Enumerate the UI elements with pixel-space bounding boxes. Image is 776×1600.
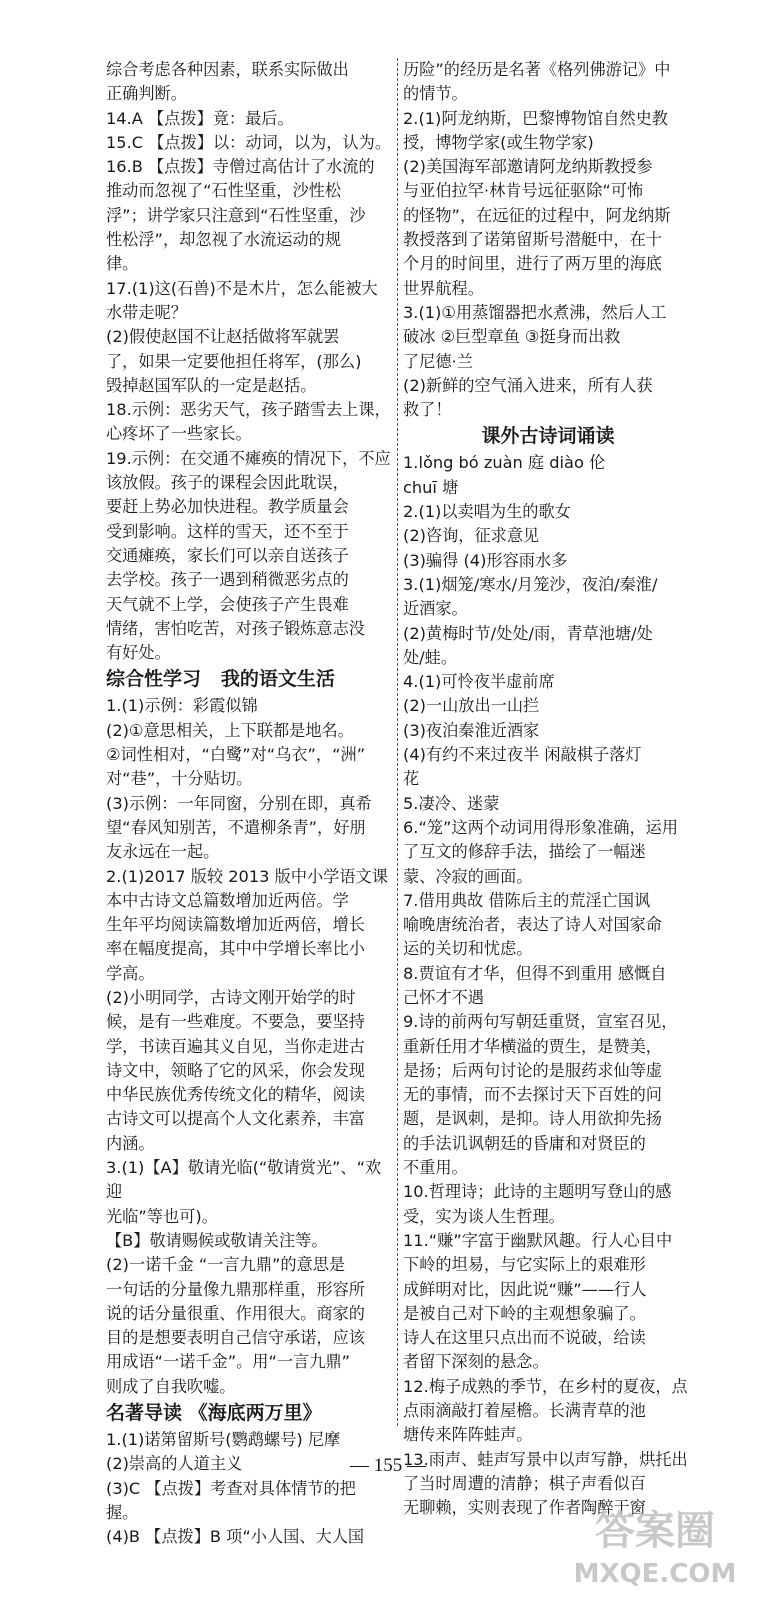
answer-item: 2.(1)以卖唱为生的歌女 (2)咨询，征求意见 (3)骗得 (4)形容雨水多 (403, 502, 571, 570)
right-column (403, 58, 693, 1521)
answer-item: 1.lǒng bó zuàn 庭 diào 伦 chuī 塘 (403, 453, 606, 497)
answer-item: 13.雨声、蛙声写景中以声写静，烘托出 了当时周遭的清静；棋子声看似百 无聊赖，实则表现了作者陶醉于窗 (403, 1449, 688, 1518)
answer-item: 1.(1)示例：彩霞似锦 (2)①意思相关，上下联都是地名。 ②词性相对，“白鹭”对“乌衣”，“洲” 对“巷”，十分贴切。 (3)示例：一年同窗，分别在即，真希 望“春风知别苦，不遣柳条青”，好朋 友永远在一起。 (106, 696, 372, 862)
answer-item: 7.借用典故 借陈后主的荒淫亡国讽 喻晚唐统治者，表达了诗人对国家命 运的关切和忧虑。 (403, 890, 662, 959)
answer-item: 19.示例：在交通不瘫痪的情况下，不应 该放假。孩子的课程会因此耽误， 要赶上势必加快进程。教学质量会 受到影响。这样的雪天，还不至于 交通瘫痪，家长们可以亲自送孩子 去学校。孩子一遇到稍微恶劣点的 天气就不上学，会使孩子产生畏难 情绪，害怕吃苦，对孩子锻炼意志没 有好处。 (106, 448, 391, 663)
column-divider (397, 58, 398, 1426)
answer-item: 6.“笼”这两个动词用得形象准确，运用 了互文的修辞手法，描绘了一幅迷 蒙、冷寂的画面。 (403, 817, 679, 886)
answer-item: 17.(1)这(石兽)不是木片，怎么能被大 水带走呢？ (2)假使赵国不让赵括做将军就罢 了，如果一定要他担任将军，(那么) 毁掉赵国军队的一定是赵括。 (106, 278, 378, 395)
answer-item: 5.凄冷、迷蒙 (403, 793, 500, 813)
answer-item: 3.(1)烟笼/寒水/月笼沙，夜泊/秦淮/ 近酒家。 (2)黄梅时节/处处/雨，青草池塘/处 处/蛙。 (403, 574, 658, 667)
answer-item: 4.(1)可怜夜半虚前席 (2)一山放出一山拦 (3)夜泊秦淮近酒家 (4)有约不来过夜半 闲敲棋子落灯 花 (403, 672, 642, 789)
answer-item: 16.B 【点拨】寺僧过高估计了水流的 推动而忽视了“石性坚重，沙性松 浮”；讲学家只注意到“石性坚重，沙 性松浮”，却忽视了水流运动的规 律。 (106, 157, 375, 274)
answer-item: 12.梅子成熟的季节，在乡村的夏夜，点 点雨滴敲打着屋檐。长满青草的池 塘传来阵阵蛙声。 (403, 1376, 688, 1445)
answer-item: 8.贾谊有才华，但得不到重用 感慨自 己怀才不遇 (403, 963, 667, 1007)
answer-item: 2.(1)阿龙纳斯，巴黎博物馆自然史教 授，博物学家(或生物学家) (2)美国海军部邀请阿龙纳斯教授参 与亚伯拉罕·林肯号远征驱除“可怖 的怪物”，在远征的过程中，阿龙纳斯 教授落到了诺第留斯号潜艇中，在十 个月的时间里，进行了两万里的海底 世界航程。 (403, 108, 671, 298)
section-heading: 综合性学习 我的语文生活 (106, 668, 335, 691)
answer-item: 3.(1)①用蒸馏器把水煮沸，然后人工 破冰 ②巨型章鱼 ③挺身而出救 了尼德·兰 (2)新鲜的空气涌入进来，所有人获 救了！ (403, 302, 667, 420)
section-heading: 课外古诗词诵读 (481, 425, 615, 448)
answer-item: 9.诗的前两句写朝廷重贤，宣室召见， 重新任用才华横溢的贾生，是赞美， 是扬；后两句讨论的是服药求仙等虚 无的事情，而不去探讨天下百姓的问 题，是讽刺，是抑。诗人用欲抑先扬 的手法讥讽朝廷的昏庸和对贤臣的 不重用。 (403, 1012, 678, 1178)
answer-item: 3.(1)【A】敬请光临(“敬请赏光”、“欢迎 光临”等也可)。 【B】敬请赐候或敬请关注等。 (2)一诺千金 “一言九鼎”的意思是 一句话的分量像九鼎那样重，形容所 说的话分量很重、作用很大。商家的 目的是想要表明自己信守承诺，应该 用成语“一诺千金”。用“一言九鼎” 则成了自我吹嘘。 (106, 1158, 382, 1396)
answer-item: 历险”的经历是名著《格列佛游记》中 的情节。 (403, 60, 671, 104)
answer-item: 18.示例：恶劣天气，孩子踏雪去上课， 心疼坏了一些家长。 (106, 400, 391, 444)
watermark-logo (552, 1500, 758, 1592)
svg-text:MXQE.COM: MXQE.COM (573, 1559, 737, 1589)
answer-item: 2.(1)2017 版较 2013 版中小学语文课 本中古诗文总篇数增加近两倍。学 生年平均阅读篇数增加近两倍，增长 率在幅度提高，其中中学增长率比小 学高。 (2)小明同学，古诗文刚开始学的时 候，是有一些难度。不要急，要坚持 学，书读百遍其义自见，当你走进古 诗文中，领略了它的风采，你会发现 中华民族优秀传统文化的精华，阅读 古诗文可以提高个人文化素养，丰富 内涵。 (106, 866, 388, 1153)
answer-item: 15.C 【点拨】以：动词，以为，认为。 (106, 132, 392, 152)
left-column (106, 58, 396, 1550)
answer-item: 11.“赚”字富于幽默风趣。行人心目中 下岭的坦易，与它实际上的艰难形 成鲜明对比，因此说“赚”——行人 是被自己对下岭的主观想象骗了。 诗人在这里只点出而不说破，给读 者留下深刻的悬念。 (403, 1230, 673, 1372)
page-number: — 155 — (350, 1455, 426, 1476)
svg-text:答案圈: 答案圈 (595, 1508, 715, 1554)
answer-item: 10.哲理诗；此诗的主题明写登山的感 受，实为谈人生哲理。 (403, 1182, 672, 1226)
answer-item: 1.(1)诺第留斯号(鹦鹉螺号) 尼摩 (2)崇高的人道主义 (3)C 【点拨】考查对具体情节的把 握。 (4)B 【点拨】B 项“小人国、大人国 (106, 1430, 365, 1547)
answer-item: 综合考虑各种因素，联系实际做出 正确判断。 (106, 60, 349, 104)
section-heading: 名著导读 《海底两万里》 (106, 1402, 322, 1425)
answer-item: 14.A 【点拨】竟：最后。 (106, 108, 294, 128)
